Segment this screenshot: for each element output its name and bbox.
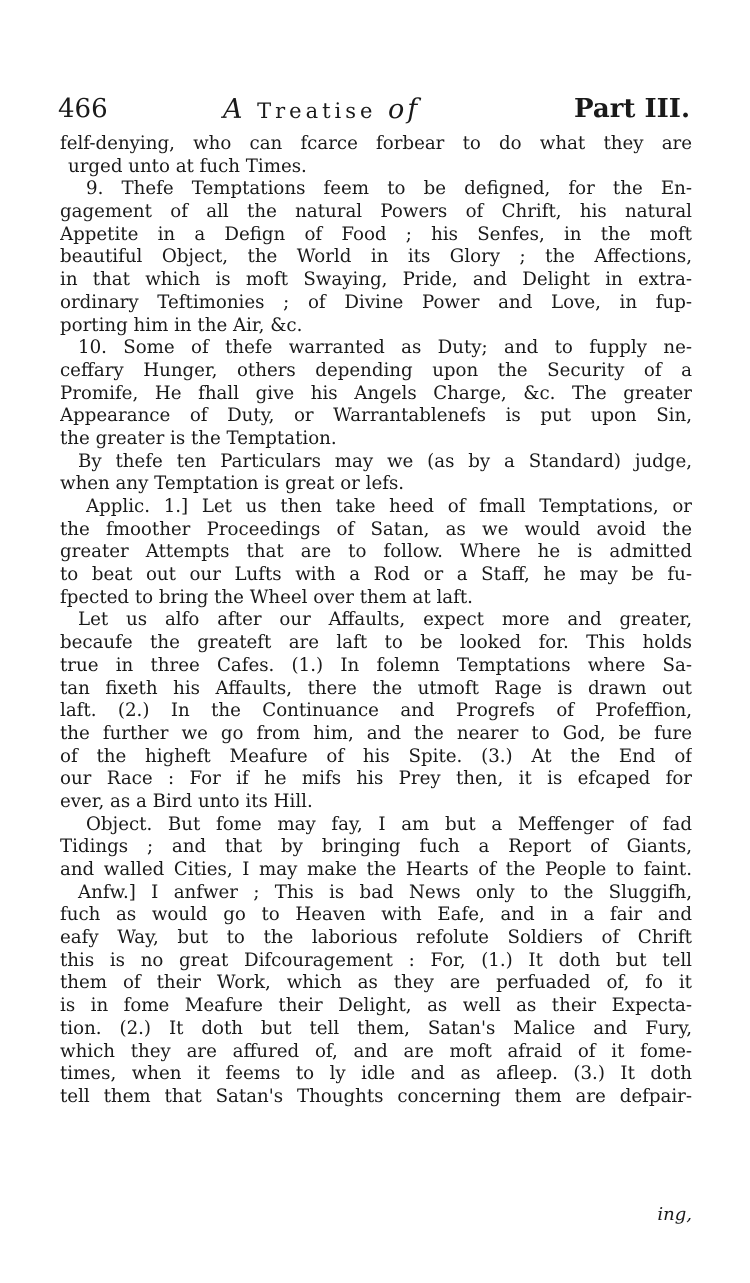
text-line: and walled Cities, I may make the Hearts of the People to faint. — [60, 859, 692, 880]
text-line: tan fixeth his Affaults, there the utmoft Rage is drawn out — [60, 677, 692, 699]
text-line: gagement of all the natural Powers of Chrift, his natural — [60, 201, 692, 223]
text-line: Anfw.] I anfwer ; This is bad News only to the Sluggifh, — [78, 881, 692, 903]
text-line: our Race : For if he mifs his Prey then, it is efcaped for — [60, 768, 692, 790]
text-line: urged unto at fuch Times. — [68, 155, 307, 177]
text-line: laft. (2.) In the Continuance and Progrefs of Profeffion, — [60, 700, 692, 722]
text-line: of the higheft Meafure of his Spite. (3.) At the End of — [60, 745, 692, 767]
page-number: 466 — [58, 94, 108, 124]
running-header — [58, 92, 690, 132]
text-line: beautiful Object, the World in its Glory ; the Affections, — [60, 246, 692, 268]
text-line: 10. Some of thefe warranted as Duty; and to fupply ne- — [78, 337, 692, 359]
text-line: Appearance of Duty, or Warrantablenefs is put upon Sin, — [60, 405, 692, 427]
text-line: porting him in the Air, &c. — [60, 314, 303, 336]
text-line: when any Temptation is great or lefs. — [60, 473, 405, 495]
text-line: is in fome Meafure their Delight, as well as their Expecta- — [60, 995, 692, 1017]
text-line: fuch as would go to Heaven with Eafe, and in a fair and — [60, 904, 692, 926]
text-line: fpected to bring the Wheel over them at laft. — [60, 586, 473, 608]
title-of: of — [388, 94, 421, 125]
text-line: tell them that Satan's Thoughts concerning them are defpair- — [60, 1085, 692, 1107]
text-line: Appetite in a Defign of Food ; his Senfes, in the moft — [60, 223, 692, 245]
text-line: eafy Way, but to the laborious refolute Soldiers of Chrift — [60, 927, 692, 949]
text-line: Let us alfo after our Affaults, expect more and greater, — [78, 609, 692, 631]
running-title — [223, 94, 420, 125]
text-line: tion. (2.) It doth but tell them, Satan's Malice and Fury, — [60, 1017, 692, 1039]
text-line: ceffary Hunger, others depending upon the Security of a — [60, 359, 692, 381]
text-line: them of their Work, which as they are perfuaded of, fo it — [60, 972, 692, 994]
text-line: By thefe ten Particulars may we (as by a Standard) judge, — [78, 450, 692, 472]
title-initial: A — [223, 94, 246, 125]
catchword: ing, — [657, 1204, 692, 1225]
text-line: this is no great Difcouragement : For, (1.) It doth but tell — [60, 949, 692, 971]
text-line: times, when it feems to ly idle and as afleep. (3.) It doth — [60, 1063, 692, 1085]
text-line: ordinary Teftimonies ; of Divine Power and Love, in fup- — [60, 291, 692, 313]
text-line: to beat out our Lufts with a Rod or a Staff, he may be fu- — [60, 564, 692, 586]
text-line: felf-denying, who can fcarce forbear to do what they are — [60, 133, 692, 154]
text-line: true in three Cafes. (1.) In folemn Temptations where Sa- — [60, 654, 692, 676]
text-line: which they are affured of, and are moft afraid of it fome- — [60, 1040, 692, 1062]
text-line: greater Attempts that are to follow. Where he is admitted — [60, 541, 692, 563]
text-line: the greater is the Temptation. — [60, 427, 337, 449]
text-line: the fmoother Proceedings of Satan, as we would avoid the — [60, 518, 692, 540]
text-line: 9. Thefe Temptations feem to be defigned, for the En- — [86, 178, 692, 200]
text-line: Object. But fome may fay, I am but a Meffenger of fad — [86, 813, 692, 835]
text-line: becaufe the greateft are laft to be looked for. This holds — [60, 632, 692, 654]
text-line: Applic. 1.] Let us then take heed of fmall Temptations, or — [86, 496, 692, 517]
text-line: Promife, He fhall give his Angels Charge, &c. The greater — [60, 382, 692, 404]
part-label: Part III. — [574, 94, 690, 124]
text-line: ever, as a Bird unto its Hill. — [60, 790, 313, 812]
title-word: Treatise — [257, 99, 377, 123]
text-line: Tidings ; and that by bringing fuch a Report of Giants, — [60, 836, 692, 858]
text-line: in that which is moft Swaying, Pride, and Delight in extra- — [60, 269, 692, 291]
page-body-text — [60, 133, 692, 1109]
text-line: the further we go from him, and the nearer to God, be fure — [60, 722, 692, 744]
